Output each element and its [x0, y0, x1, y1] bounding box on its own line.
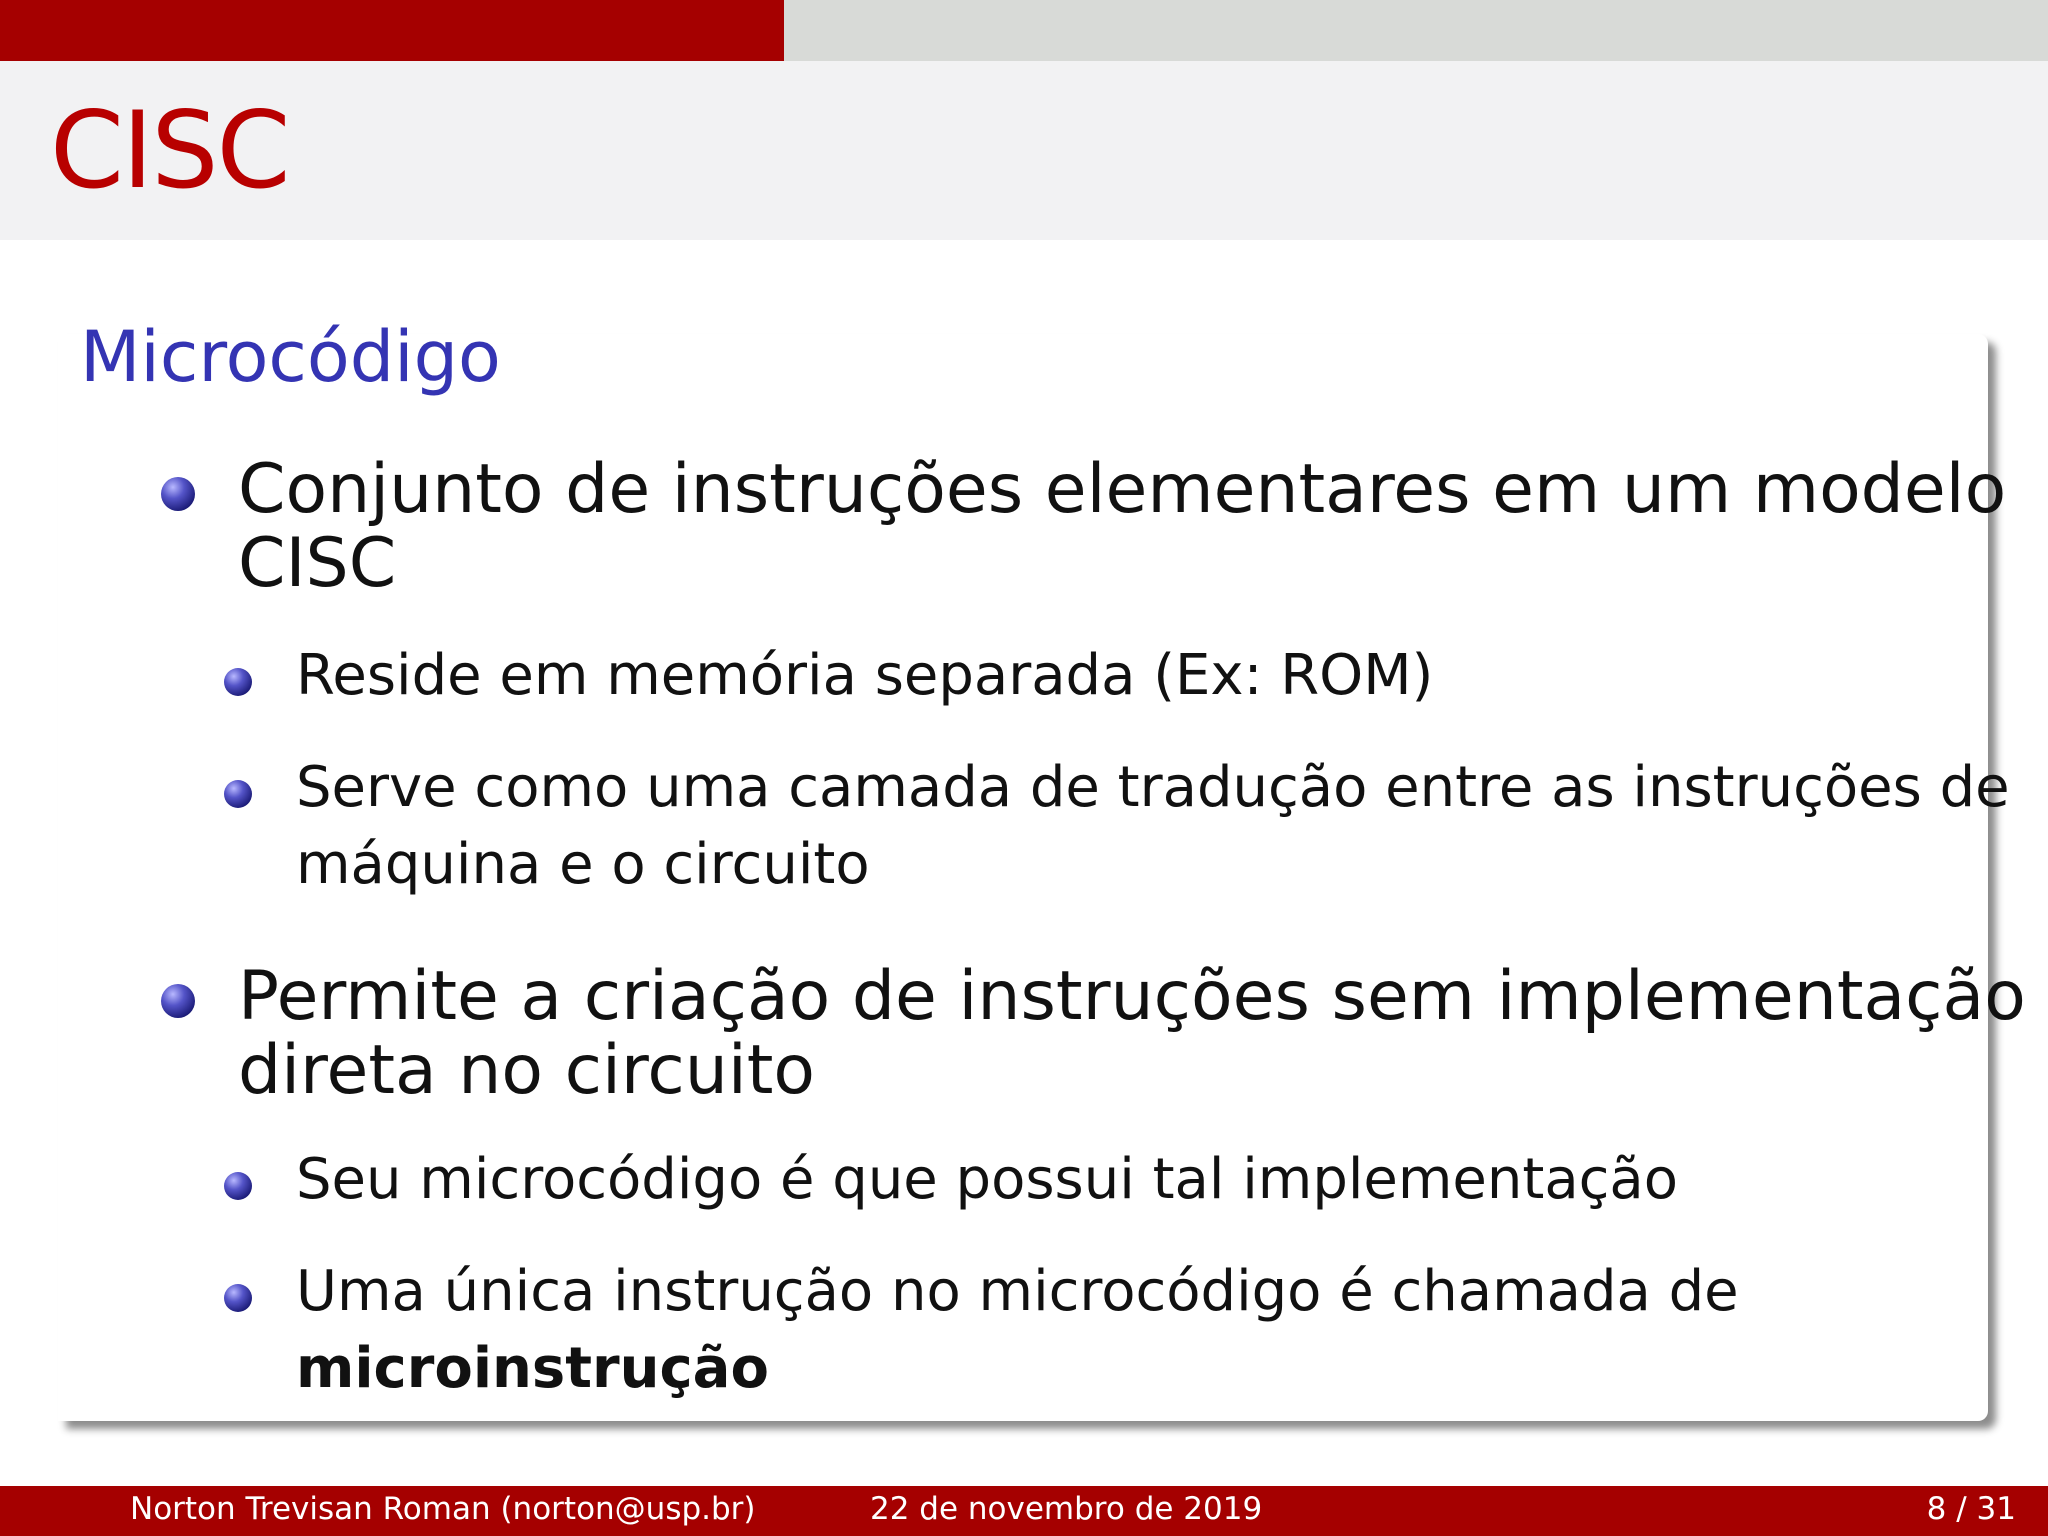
- list-item: [296, 1142, 1678, 1219]
- list-item-text: Seu microcódigo é que possui tal implementação: [296, 1147, 1679, 1212]
- bullet-icon: [161, 477, 195, 511]
- list-item: [296, 638, 1433, 715]
- bullet-icon: [224, 1172, 252, 1200]
- footer-page-number: 8 / 31: [1926, 1491, 2016, 1527]
- slide-title: CISC: [50, 89, 289, 212]
- list-item-text-continued: CISC: [238, 524, 397, 604]
- list-item: [238, 450, 2007, 604]
- footer-author: Norton Trevisan Roman (norton@usp.br): [130, 1491, 756, 1527]
- list-item-text-continued: direta no circuito: [238, 1031, 816, 1111]
- list-item-text: Serve como uma camada de tradução entre as instruções de: [296, 755, 2010, 820]
- progress-fill: [0, 0, 784, 61]
- bullet-icon: [224, 668, 252, 696]
- list-item-text: Uma única instrução no microcódigo é chamada de: [296, 1259, 1739, 1324]
- title-bar: [0, 61, 2048, 240]
- bullet-icon: [224, 1284, 252, 1312]
- footer-date: 22 de novembro de 2019: [870, 1491, 1263, 1527]
- list-item: [296, 750, 2010, 903]
- list-item-text: Conjunto de instruções elementares em um modelo: [238, 450, 2007, 529]
- list-item-text: Permite a criação de instruções sem implementação: [238, 957, 2026, 1036]
- block-title: Microcódigo: [80, 316, 501, 398]
- progress-bar: [0, 0, 2048, 61]
- list-item: [296, 1254, 1739, 1407]
- list-item-text-continued: máquina e o circuito: [296, 831, 870, 897]
- footer-bar: [0, 1486, 2048, 1536]
- bullet-icon: [224, 780, 252, 808]
- list-item-text: Reside em memória separada (Ex: ROM): [296, 643, 1434, 708]
- list-item-bold-term: microinstrução: [296, 1335, 769, 1401]
- bullet-icon: [161, 984, 195, 1018]
- list-item: [238, 957, 2026, 1111]
